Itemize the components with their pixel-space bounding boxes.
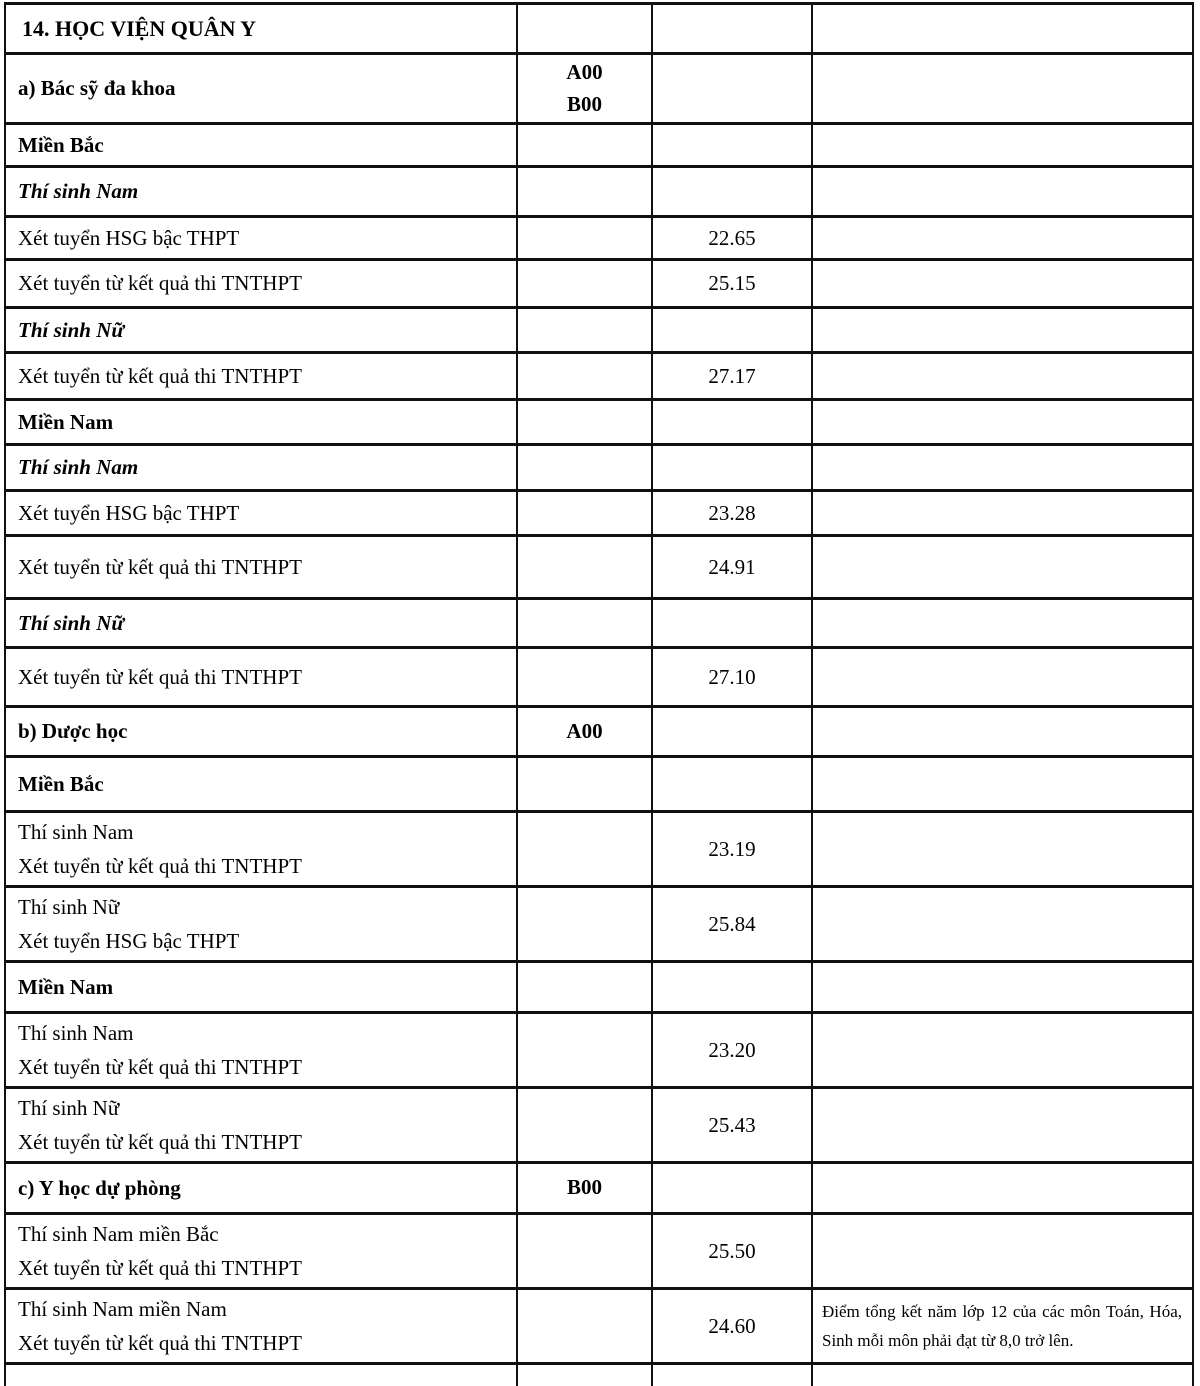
code-cell [517, 648, 652, 707]
note-cell [812, 707, 1193, 757]
admission-method-row [5, 353, 1193, 400]
score-cell [652, 124, 812, 167]
code-cell [517, 812, 652, 887]
score-cell [652, 445, 812, 491]
note-cell [812, 757, 1193, 812]
region-row [5, 962, 1193, 1013]
candidate-method-row [5, 1214, 1193, 1289]
code-cell: B00 [517, 1163, 652, 1214]
note-cell [812, 1214, 1193, 1289]
label-cell: Thí sinh Nam miền Bắc Xét tuyển từ kết quả thi TNTHPT [5, 1214, 517, 1289]
label-cell: Thí sinh Nam Xét tuyển từ kết quả thi TNTHPT [5, 812, 517, 887]
code-cell [517, 1088, 652, 1163]
label-cell: Thí sinh Nam [5, 445, 517, 491]
note-cell [812, 260, 1193, 308]
candidate-type-row [5, 167, 1193, 217]
score-cell [652, 400, 812, 445]
score-cell: 23.20 [652, 1013, 812, 1088]
code-cell [517, 962, 652, 1013]
label-cell: b) Dược học [5, 707, 517, 757]
score-cell [652, 1364, 812, 1386]
code-cell [517, 887, 652, 962]
note-cell [812, 4, 1193, 54]
program-row [5, 707, 1193, 757]
code-cell [517, 1013, 652, 1088]
code-cell [517, 124, 652, 167]
code-cell: A00 [517, 707, 652, 757]
score-cell [652, 1163, 812, 1214]
code-cell [517, 260, 652, 308]
academy-title-row [5, 4, 1193, 54]
code-cell [517, 353, 652, 400]
score-cell [652, 308, 812, 353]
code-cell [517, 217, 652, 260]
table-body [5, 4, 1193, 1386]
note-cell [812, 962, 1193, 1013]
candidate-method-row [5, 1013, 1193, 1088]
label-cell: 14. HỌC VIỆN QUÂN Y [5, 4, 517, 54]
label-cell: Xét tuyển HSG bậc THPT [5, 217, 517, 260]
score-cell [652, 962, 812, 1013]
note-cell [812, 648, 1193, 707]
note-cell [812, 1088, 1193, 1163]
region-row [5, 757, 1193, 812]
code-cell [517, 599, 652, 648]
code-cell [517, 1364, 652, 1386]
score-cell: 27.17 [652, 353, 812, 400]
label-cell: Xét tuyển từ kết quả thi TNTHPT [5, 260, 517, 308]
note-cell [812, 54, 1193, 124]
code-cell [517, 757, 652, 812]
truncated-row [5, 1364, 1193, 1386]
candidate-method-row [5, 1088, 1193, 1163]
label-cell: Miền Bắc [5, 757, 517, 812]
label-cell: Xét tuyển từ kết quả thi TNTHPT [5, 536, 517, 599]
label-cell: Thí sinh Nam [5, 167, 517, 217]
admission-method-row [5, 536, 1193, 599]
admission-method-row [5, 217, 1193, 260]
note-cell [812, 400, 1193, 445]
score-cell [652, 167, 812, 217]
code-cell [517, 308, 652, 353]
label-cell: Thí sinh Nam Xét tuyển từ kết quả thi TNTHPT [5, 1013, 517, 1088]
score-cell [652, 757, 812, 812]
score-cell: 24.60 [652, 1289, 812, 1364]
label-cell [5, 1364, 517, 1386]
label-cell: Miền Nam [5, 400, 517, 445]
score-cell: 22.65 [652, 217, 812, 260]
note-cell [812, 1364, 1193, 1386]
note-cell [812, 445, 1193, 491]
label-cell: c) Y học dự phòng [5, 1163, 517, 1214]
code-cell: A00 B00 [517, 54, 652, 124]
admission-method-row [5, 260, 1193, 308]
candidate-method-row [5, 1289, 1193, 1364]
score-cell: 25.15 [652, 260, 812, 308]
note-cell: Điểm tổng kết năm lớp 12 của các môn Toán, Hóa, Sinh mỗi môn phải đạt từ 8,0 trở lên. [812, 1289, 1193, 1364]
score-cell: 25.84 [652, 887, 812, 962]
candidate-type-row [5, 599, 1193, 648]
label-cell: Thí sinh Nữ [5, 308, 517, 353]
score-cell: 23.28 [652, 491, 812, 536]
note-cell [812, 353, 1193, 400]
label-cell: Thí sinh Nữ Xét tuyển HSG bậc THPT [5, 887, 517, 962]
code-cell [517, 536, 652, 599]
label-cell: Miền Bắc [5, 124, 517, 167]
note-cell [812, 599, 1193, 648]
code-cell [517, 491, 652, 536]
note-cell [812, 167, 1193, 217]
code-cell [517, 1214, 652, 1289]
note-cell [812, 217, 1193, 260]
label-cell: Xét tuyển HSG bậc THPT [5, 491, 517, 536]
note-cell [812, 887, 1193, 962]
program-row [5, 54, 1193, 124]
region-row [5, 124, 1193, 167]
admission-method-row [5, 648, 1193, 707]
note-cell [812, 1013, 1193, 1088]
note-cell [812, 491, 1193, 536]
code-cell [517, 445, 652, 491]
score-cell [652, 707, 812, 757]
note-cell [812, 308, 1193, 353]
label-cell: Thí sinh Nữ [5, 599, 517, 648]
score-cell: 23.19 [652, 812, 812, 887]
code-cell [517, 4, 652, 54]
admission-method-row [5, 491, 1193, 536]
label-cell: Thí sinh Nam miền Nam Xét tuyển từ kết quả thi TNTHPT [5, 1289, 517, 1364]
candidate-type-row [5, 308, 1193, 353]
note-cell [812, 536, 1193, 599]
note-cell [812, 812, 1193, 887]
score-cell: 24.91 [652, 536, 812, 599]
score-cell [652, 4, 812, 54]
admission-scores-table [4, 2, 1194, 1386]
candidate-method-row [5, 812, 1193, 887]
region-row [5, 400, 1193, 445]
label-cell: Thí sinh Nữ Xét tuyển từ kết quả thi TNTHPT [5, 1088, 517, 1163]
code-cell [517, 400, 652, 445]
code-cell [517, 1289, 652, 1364]
candidate-method-row [5, 887, 1193, 962]
code-cell [517, 167, 652, 217]
score-cell [652, 599, 812, 648]
label-cell: Miền Nam [5, 962, 517, 1013]
candidate-type-row [5, 445, 1193, 491]
note-cell [812, 1163, 1193, 1214]
score-cell: 25.43 [652, 1088, 812, 1163]
program-row [5, 1163, 1193, 1214]
score-cell: 27.10 [652, 648, 812, 707]
score-cell [652, 54, 812, 124]
score-cell: 25.50 [652, 1214, 812, 1289]
label-cell: a) Bác sỹ đa khoa [5, 54, 517, 124]
label-cell: Xét tuyển từ kết quả thi TNTHPT [5, 353, 517, 400]
label-cell: Xét tuyển từ kết quả thi TNTHPT [5, 648, 517, 707]
note-cell [812, 124, 1193, 167]
